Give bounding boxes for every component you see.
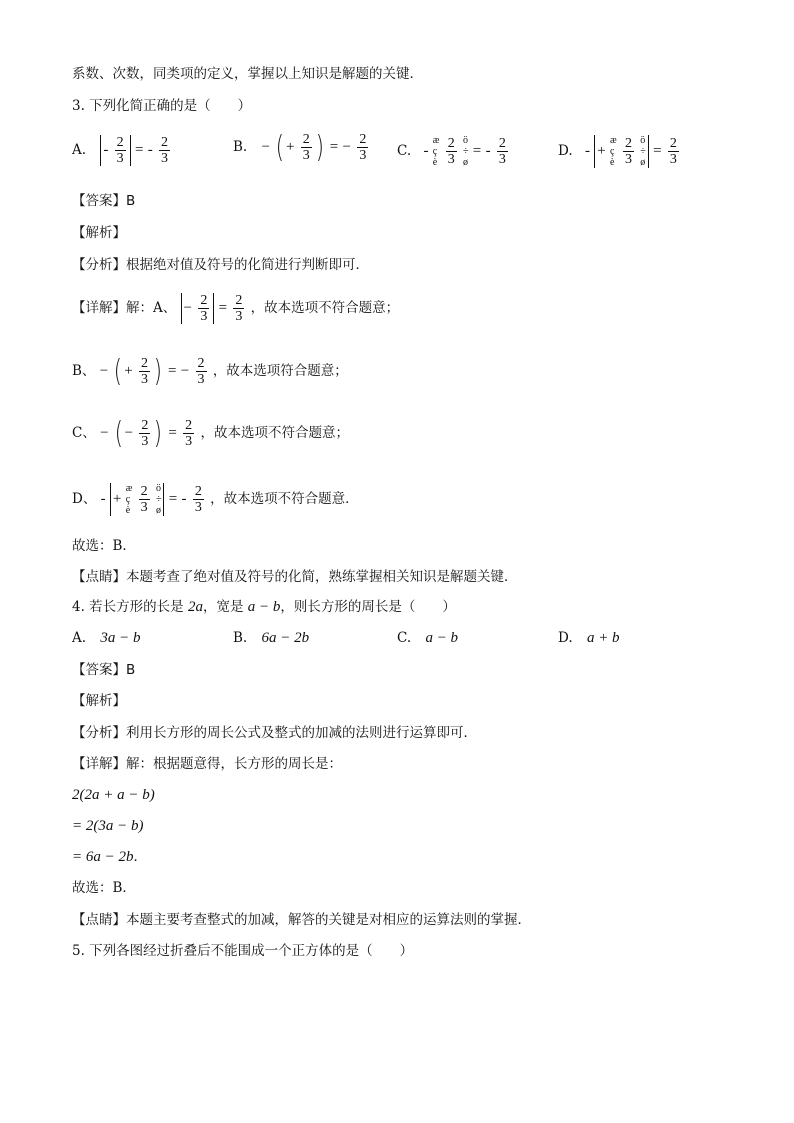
fraction: $\frac{2}{3}$ <box>235 293 243 324</box>
q4-fenxi: 【分析】利用长方形的周长公式及整式的加减的法则进行运算即可． <box>72 725 477 741</box>
option-label: B. <box>233 139 248 155</box>
fraction: $\frac{2}{3}$ <box>140 356 148 387</box>
q4-option-b: B. 6a − 2b <box>233 630 310 646</box>
absolute-value: + æ ç è $\frac{2}{3}$ ö ÷ ø <box>110 483 165 516</box>
q3-stem: 3. 下列化简正确的是（ ） <box>72 98 252 114</box>
q4-choose: 故选：B． <box>72 880 136 896</box>
fraction: $\frac{2}{3}$ <box>116 135 124 166</box>
q4-answer: 【答案】B <box>72 662 136 678</box>
fraction: $\frac{2}{3}$ <box>359 132 367 163</box>
q3-option-b: B. − ( + $\frac{2}{3}$ ) = − $\frac{2}{3}$ <box>233 129 367 165</box>
fraction: $\frac{2}{3}$ <box>302 132 310 163</box>
option-label: C. <box>397 143 412 159</box>
q4-step1: 2(2a + a − b) <box>72 787 155 803</box>
fraction: $\frac{2}{3}$ <box>197 356 205 387</box>
fraction: $\frac{2}{3}$ <box>185 418 193 449</box>
q3-option-c: C. - æ ç è $\frac{2}{3}$ ö ÷ ø = - $\frac{2}{3}$ <box>397 135 506 168</box>
q4-option-a: A. 3a − b <box>72 630 141 646</box>
q4-step3: = 6a − 2b． <box>72 849 147 865</box>
q3-answer: 【答案】B <box>72 193 136 209</box>
fraction: $\frac{2}{3}$ <box>140 484 148 515</box>
q3-detail-c: C、 − ( − $\frac{2}{3}$ ) = $\frac{2}{3}$ ，故本选项不符合题意； <box>72 415 349 451</box>
q3-detail-a: 【详解】解：A、 − $\frac{2}{3}$ = $\frac{2}{3}$ ，故本选项不符合题意； <box>72 293 400 324</box>
q4-stem: 4. 若长方形的长是 2a，宽是 a − b，则长方形的周长是（ ） <box>72 599 456 615</box>
option-label: D. <box>558 143 573 159</box>
q4-option-c: C. a − b <box>397 630 459 646</box>
absolute-value: − $\frac{2}{3}$ <box>181 293 215 324</box>
q4-step2: = 2(3a − b) <box>72 818 144 834</box>
fraction: $\frac{2}{3}$ <box>141 418 149 449</box>
fraction: $\frac{2}{3}$ <box>498 136 506 167</box>
q4-option-d: D. a + b <box>558 630 620 646</box>
absolute-value: + æ ç è $\frac{2}{3}$ ö ÷ ø <box>594 135 649 168</box>
q4-comment: 【点睛】本题主要考查整式的加减，解答的关键是对相应的运算法则的掌握． <box>72 912 531 928</box>
q3-detail-d: D、 - + æ ç è $\frac{2}{3}$ ö ÷ ø = - $\frac{2}{3}$ ，故本选项不符合题意． <box>72 483 359 516</box>
q4-analysis-tag: 【解析】 <box>72 693 126 709</box>
fraction: $\frac{2}{3}$ <box>194 484 202 515</box>
q4-detail: 【详解】解：根据题意得，长方形的周长是： <box>72 756 342 772</box>
q3-option-a: A. - $\frac{2}{3}$ = - $\frac{2}{3}$ <box>72 135 168 166</box>
fraction: $\frac{2}{3}$ <box>200 293 208 324</box>
q5-stem: 5. 下列各图经过折叠后不能围成一个正方体的是（ ） <box>72 943 414 959</box>
option-label: A. <box>72 142 87 158</box>
intro-line: 系数、次数，同类项的定义，掌握以上知识是解题的关键． <box>72 66 423 82</box>
fraction: $\frac{2}{3}$ <box>669 136 677 167</box>
q3-comment: 【点睛】本题考查了绝对值及符号的化简，熟练掌握相关知识是解题关键． <box>72 569 518 585</box>
q3-detail-b: B、 − ( + $\frac{2}{3}$ ) = − $\frac{2}{3}$ ，故本选项符合题意； <box>72 353 348 389</box>
q3-analysis-tag: 【解析】 <box>72 225 126 241</box>
absolute-value: - $\frac{2}{3}$ <box>100 135 130 166</box>
q3-choose: 故选：B． <box>72 538 136 554</box>
fraction: $\frac{2}{3}$ <box>624 136 632 167</box>
fraction: $\frac{2}{3}$ <box>161 135 168 166</box>
fraction: $\frac{2}{3}$ <box>447 136 455 167</box>
q3-option-d: D. - + æ ç è $\frac{2}{3}$ ö ÷ ø = $\frac{2}{3}$ <box>558 135 677 168</box>
q3-fenxi: 【分析】根据绝对值及符号的化简进行判断即可． <box>72 257 369 273</box>
